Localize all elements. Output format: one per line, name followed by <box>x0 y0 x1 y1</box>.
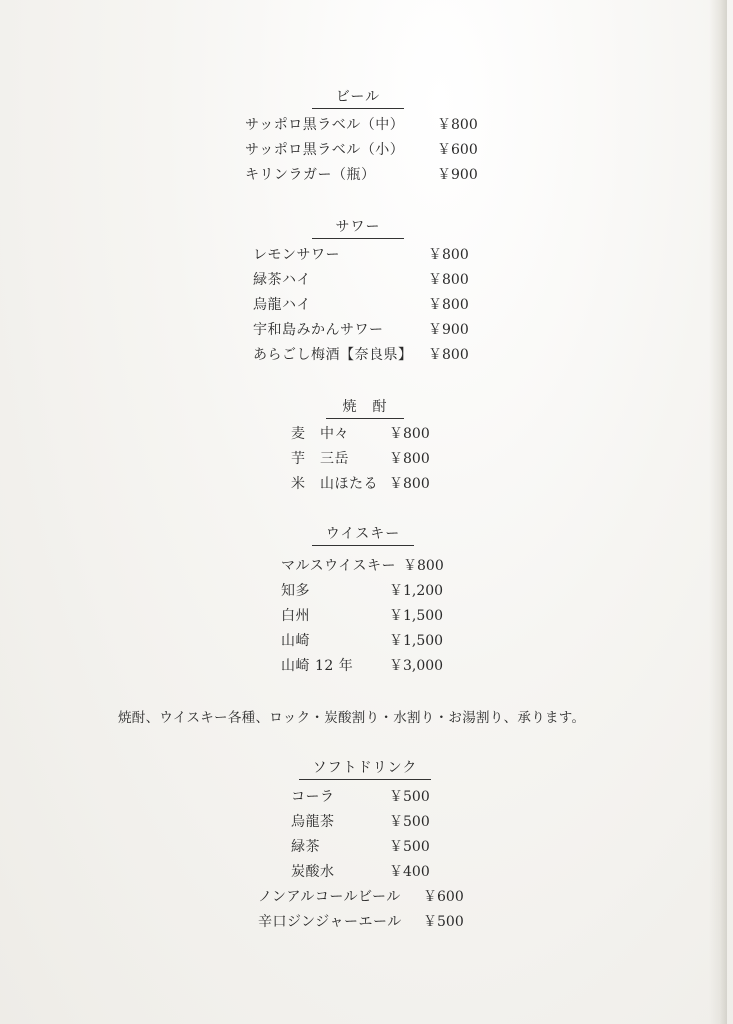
menu-item-name: 烏龍ハイ <box>253 297 311 313</box>
menu-item-name: サッポロ黒ラベル（中） <box>245 117 405 133</box>
menu-item-name: 芋 三岳 <box>291 451 349 467</box>
menu-item-price: ￥1,200 <box>389 583 444 599</box>
menu-item-price: ￥800 <box>428 347 469 363</box>
menu-item-name: 烏龍茶 <box>291 814 335 830</box>
menu-item-name: 緑茶ハイ <box>253 272 311 288</box>
menu-item-name: 宇和島みかんサワー <box>253 322 384 338</box>
section-heading-soft-drinks: ソフトドリンク <box>299 757 431 780</box>
menu-item-price: ￥600 <box>423 889 464 905</box>
menu-item-price: ￥800 <box>403 558 444 574</box>
menu-item-name: 炭酸水 <box>291 864 335 880</box>
menu-item-name: キリンラガー（瓶） <box>245 167 376 183</box>
menu-item-price: ￥800 <box>389 451 430 467</box>
menu-item-price: ￥1,500 <box>389 633 444 649</box>
menu-item-price: ￥500 <box>389 839 430 855</box>
menu-item-name: コーラ <box>291 789 335 805</box>
section-heading-whisky: ウイスキー <box>312 523 414 546</box>
menu-item-price: ￥800 <box>389 426 430 442</box>
section-heading-beer: ビール <box>312 86 404 109</box>
menu-item-name: サッポロ黒ラベル（小） <box>245 142 405 158</box>
sheet-protector-edge <box>709 0 727 1024</box>
menu-item-name: 白州 <box>281 608 310 624</box>
menu-item-price: ￥800 <box>389 476 430 492</box>
menu-item-price: ￥500 <box>423 914 464 930</box>
menu-item-price: ￥800 <box>428 247 469 263</box>
menu-item-name: あらごし梅酒【奈良県】 <box>253 347 413 363</box>
menu-item-price: ￥800 <box>428 272 469 288</box>
menu-item-name: 知多 <box>281 583 310 599</box>
section-heading-shochu: 焼 酎 <box>326 396 404 419</box>
menu-item-price: ￥900 <box>428 322 469 338</box>
menu-item-price: ￥1,500 <box>389 608 444 624</box>
service-note: 焼酎、ウイスキー各種、ロック・炭酸割り・水割り・お湯割り、承ります。 <box>118 710 586 726</box>
menu-item-name: 辛口ジンジャーエール <box>258 914 402 930</box>
menu-item-price: ￥400 <box>389 864 430 880</box>
menu-item-name: 山崎 12 年 <box>281 658 354 674</box>
menu-item-price: ￥500 <box>389 814 430 830</box>
menu-item-price: ￥3,000 <box>389 658 444 674</box>
menu-item-name: 山崎 <box>281 633 310 649</box>
section-heading-sour: サワー <box>312 216 404 239</box>
menu-item-name: 米 山ほたる <box>291 476 378 492</box>
menu-item-name: ノンアルコールビール <box>258 889 401 905</box>
menu-item-name: マルスウイスキー <box>281 558 397 574</box>
menu-item-price: ￥800 <box>428 297 469 313</box>
menu-item-name: 麦 中々 <box>291 426 349 442</box>
menu-item-price: ￥600 <box>437 142 478 158</box>
menu-item-price: ￥900 <box>437 167 478 183</box>
menu-item-name: 緑茶 <box>291 839 320 855</box>
menu-item-name: レモンサワー <box>253 247 340 263</box>
menu-item-price: ￥500 <box>389 789 430 805</box>
menu-item-price: ￥800 <box>437 117 478 133</box>
